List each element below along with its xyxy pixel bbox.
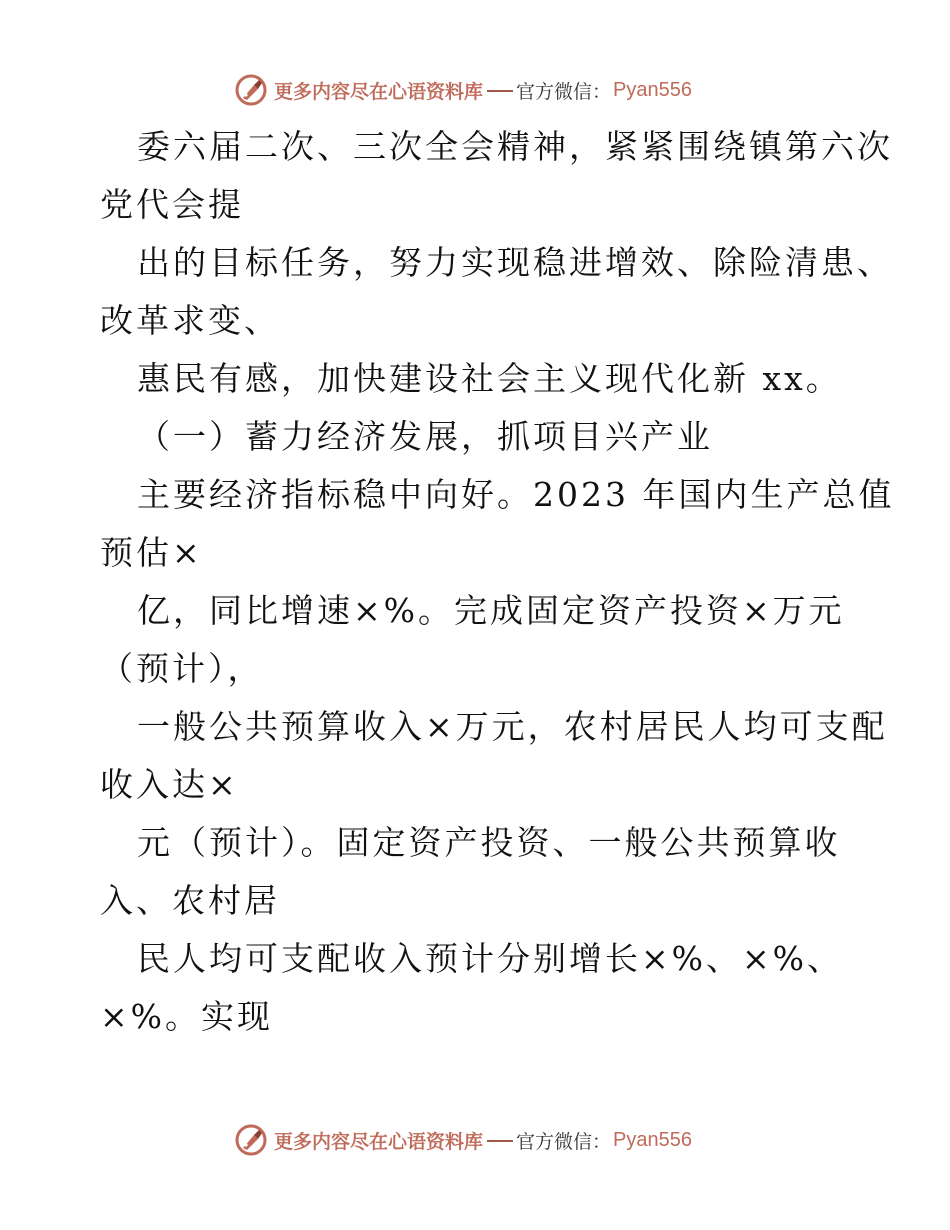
paragraph-line: 党代会提 — [100, 185, 244, 224]
paragraph-line: 出的目标任务，努力实现稳进增效、除险清患、 — [137, 243, 893, 282]
section-heading: （一）蓄力经济发展，抓项目兴产业 — [137, 417, 713, 456]
paragraph-line: 一般公共预算收入×万元，农村居民人均可支配 — [137, 707, 888, 746]
paragraph-line: ×%。实现 — [100, 997, 274, 1036]
paragraph-line: 预估× — [100, 533, 203, 572]
watermark-footer — [234, 1122, 692, 1158]
paragraph-line: 收入达× — [100, 765, 239, 804]
watermark-wechat-id: Pyan556 — [613, 78, 692, 101]
watermark-text: 更多内容尽在心语资料库 — [274, 1130, 484, 1153]
paragraph-line: 委六届二次、三次全会精神，紧紧围绕镇第六次 — [137, 127, 893, 166]
pen-nib-logo-icon — [234, 1123, 268, 1157]
paragraph-line: 元（预计）。固定资产投资、一般公共预算收 — [137, 823, 841, 862]
paragraph-line: 改革求变、 — [100, 301, 280, 340]
paragraph-line: 惠民有感，加快建设社会主义现代化新 xx。 — [137, 359, 842, 398]
watermark-dash — [487, 90, 513, 92]
paragraph-line: （预计）， — [100, 649, 264, 688]
watermark-wechat-id: Pyan556 — [613, 1128, 692, 1151]
watermark-text: 更多内容尽在心语资料库 — [274, 80, 484, 103]
document-body — [100, 118, 895, 1046]
watermark-header — [234, 72, 692, 108]
pen-nib-logo-icon — [234, 73, 268, 107]
watermark-dash — [487, 1140, 513, 1142]
watermark-wechat-label: 官方微信： — [516, 1130, 612, 1153]
paragraph-line: 亿，同比增速×%。完成固定资产投资×万元 — [137, 591, 845, 630]
paragraph-line: 入、农村居 — [100, 881, 280, 920]
paragraph-line: 民人均可支配收入预计分别增长×%、×%、 — [137, 939, 844, 978]
watermark-wechat-label: 官方微信： — [516, 80, 612, 103]
paragraph-line: 主要经济指标稳中向好。2023 年国内生产总值 — [137, 475, 895, 514]
